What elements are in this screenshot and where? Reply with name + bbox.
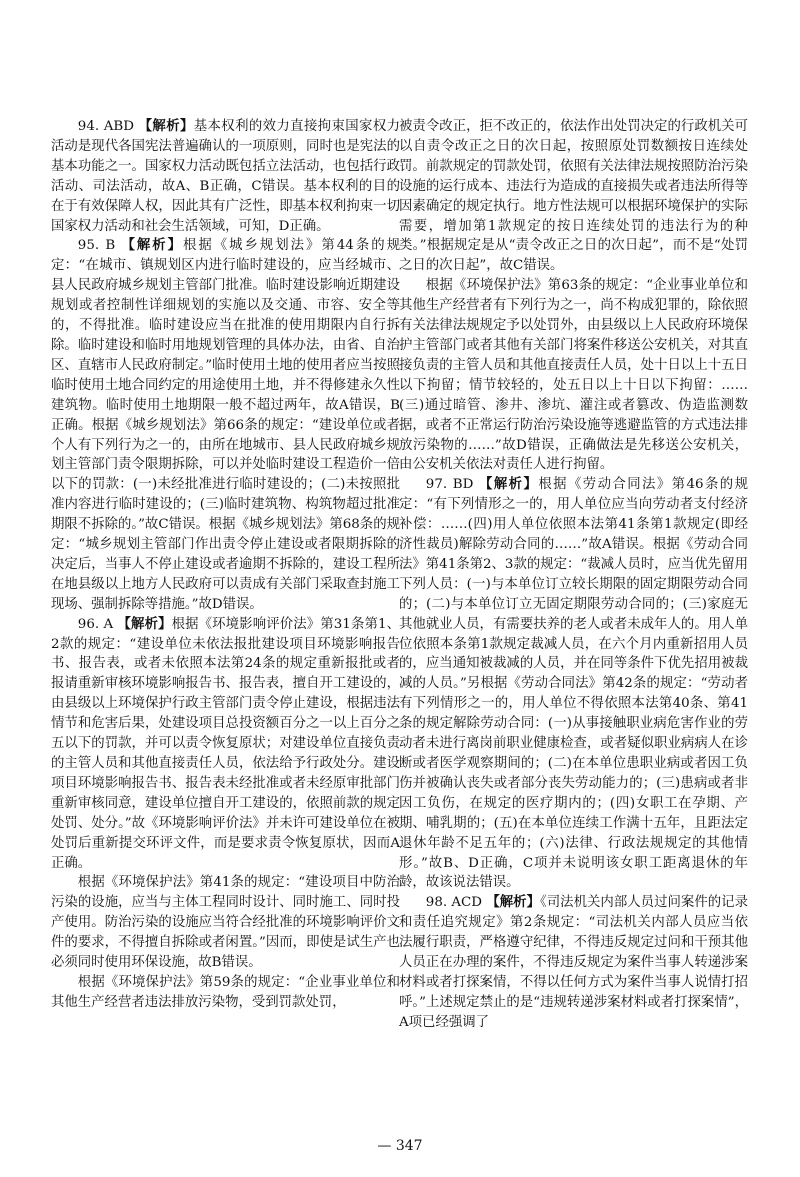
answer-label: 98. ACD <box>425 895 483 911</box>
analysis-tag: 【解析】 <box>117 615 172 632</box>
paragraph-text: 根据《环境保护法》第41条的规定：“建设项目中防治污染的设施，应当与主体工程同时设计、同时施工、同时投产使用。防治污染的设施应当符合经批准的环境影响评价文件的要求，不得擅自拆除或者闲置。”因而，即使是试生产也必须同时使用环保设施，故B错误。 <box>51 875 400 971</box>
answer-label: 95. B <box>77 238 116 254</box>
paragraph <box>51 236 400 614</box>
page-number: — 347 <box>377 1138 423 1154</box>
analysis-tag: 【解析】 <box>486 894 541 911</box>
paragraph <box>399 117 748 276</box>
answer-label: 97. BD <box>425 477 474 493</box>
paragraph <box>51 117 400 236</box>
analysis-tag: 【解析】 <box>138 118 194 134</box>
right-column <box>399 117 748 1033</box>
left-column <box>51 117 400 1013</box>
paragraph-text: 根据《城乡规划法》第44条的规定：“在城市、镇规划区内进行临时建设的，应当经城市、县人民政府城乡规划主管部门批准。临时建设影响近期建设规划或者控制性详细规划的实施以及交通、市容、安全等的，不得批准。临时建设应当在批准的使用期限内自行拆除。临时建设和临时用地规划管理的具体办法，由省、自治区、直辖市人民政府制定。”临时使用土地的使用者应当按照临时使用土地合同约定的用途使用土地，并不得修建永久性建筑物。临时使用土地期限一般不超过两年，故A错误，B正确。根据《城乡规划法》第66条的规定：“建设单位或者个人有下列行为之一的，由所在地城市、县人民政府城乡规划主管部门责令限期拆除，可以并处临时建设工程造价一倍以下的罚款：(一)未经批准进行临时建设的；(二)未按照批准内容进行临时建设的；(三)临时建筑物、构筑物超过批准期限不拆除的。”故C错误。根据《城乡规划法》第68条的规定：“城乡规划主管部门作出责令停止建设或者限期拆除的决定后，当事人不停止建设或者逾期不拆除的，建设工程所在地县级以上地方人民政府可以责成有关部门采取查封施工现场、强制拆除等措施。”故D错误。 <box>51 238 400 612</box>
answer-label: 96. A <box>77 616 114 632</box>
paragraph-text: 根据《环境保护法》第59条的规定：“企业事业单位和其他生产经营者违法排放污染物，受到罚款处罚， <box>51 974 400 1010</box>
paragraph-text: 根据《环境影响评价法》第31条第1、2款的规定：“建设单位未依法报批建设项目环境影响报告书、报告表，或者未依照本法第24条的规定重新报批或者报请重新审核环境影响报告书、报告表，擅自开工建设的，由县级以上环境保护行政主管部门责令停止建设，根据违法情节和危害后果，处建设项目总投资额百分之一以上百分之五以下的罚款，并可以责令恢复原状；对建设单位直接负责的主管人员和其他直接责任人员，依法给予行政处分。建设项目环境影响报告书、报告表未经批准或者未经原审批部门重新审核同意，建设单位擅自开工建设的，依照前款的规定处罚、处分。”故《环境影响评价法》并未许可建设单位在被处罚后重新提交环评文件，而是要求责令恢复原状，因而A正确。 <box>51 616 401 871</box>
paragraph <box>399 475 748 893</box>
paragraph-text: 根据《劳动合同法》第46条的规定：“有下列情形之一的，用人单位应当向劳动者支付经济补偿：……(四)用人单位依照本法第41条第1款规定(即经济性裁员)解除劳动合同的……”故A错误。根据《劳动合同法》第41条第2、3款的规定：“裁减人员时，应当优先留用下列人员：(一)与本单位订立较长期限的固定期限劳动合同的；(二)与本单位订立无固定期限劳动合同的；(三)家庭无其他就业人员，有需要扶养的老人或者未成年人的。用人单位依照本条第1款规定裁减人员，在六个月内重新招用人员的，应当通知被裁减的人员，并在同等条件下优先招用被裁减的人员。”另根据《劳动合同法》第42条的规定：“劳动者有下列情形之一的，用人单位不得依照本法第40条、第41条的规定解除劳动合同：(一)从事接触职业病危害作业的劳动者未进行离岗前职业健康检查，或者疑似职业病病人在诊断或者医学观察期间的；(二)在本单位患职业病或者因工负伤并被确认丧失或者部分丧失劳动能力的；(三)患病或者非因工负伤，在规定的医疗期内的；(四)女职工在孕期、产期、哺乳期的；(五)在本单位连续工作满十五年，且距法定退休年龄不足五年的；(六)法律、行政法规规定的其他情形。”故B、D正确，C项并未说明该女职工距离退休的年龄，故该说法错误。 <box>399 477 748 891</box>
paragraph <box>51 973 400 1013</box>
paragraph-text: 基本权利的效力直接拘束国家权力活动是现代各国宪法普遍确认的一项原则，同时也是宪法的基本功能之一。国家权力活动既包括立法活动，也包括行政活动、司法活动，故A、B正确，C错误。基本权利的目的在于有效保障人权，因此其有广泛性，即基本权利拘束一切国家权力活动和社会生活领域，可知，D正确。 <box>51 119 401 234</box>
paragraph-text: 《司法机关内部人员过问案件的记录和责任追究规定》第2条规定：“司法机关内部人员应当依法履行职责，严格遵守纪律，不得违反规定过问和干预其他人员正在办理的案件，不得违反规定为案件当事人转递涉案材料或者打探案情，不得以任何方式为案件当事人说情打招呼。”上述规定禁止的是“违规转递涉案材料或者打探案情”，A项已经强调了 <box>399 895 748 1030</box>
paragraph <box>399 893 748 1032</box>
analysis-tag: 【解析】 <box>121 237 183 254</box>
paragraph <box>51 615 400 874</box>
paragraph-text: 根据《环境保护法》第63条的规定：“企业事业单位和其他生产经营者有下列行为之一，尚不构成犯罪的，除依照有关法律法规规定予以处罚外，由县级以上人民政府环境保护主管部门或者其他有关部门将案件移送公安机关，对其直接负责的主管人员和其他直接责任人员，处十日以上十五日以下拘留；情节较轻的，处五日以上十日以下拘留：……(三)通过暗管、渗井、渗坑、灌注或者篡改、伪造监测数据，或者不正常运行防治污染设施等逃避监管的方式违法排放污染物的……”故D错误，正确做法是先移送公安机关，由公安机关依法对责任人进行拘留。 <box>399 278 748 473</box>
paragraph-text: 被责令改正，拒不改正的，依法作出处罚决定的行政机关可以自责令改正之日的次日起，按照原处罚数额按日连续处罚。前款规定的罚款处罚，依照有关法律法规按照防治污染设施的运行成本、违法行为造成的直接损失或者违法所得等因素确定的规定执行。地方性法规可以根据环境保护的实际需要，增加第1款规定的按日连续处罚的违法行为的种类。”根据规定是从“责令改正之日的次日起”，而不是“处罚之日的次日起”，故C错误。 <box>399 119 748 274</box>
paragraph <box>51 873 400 973</box>
paragraph <box>399 276 748 475</box>
analysis-tag: 【解析】 <box>479 476 539 493</box>
answer-label: 94. ABD <box>77 119 134 134</box>
